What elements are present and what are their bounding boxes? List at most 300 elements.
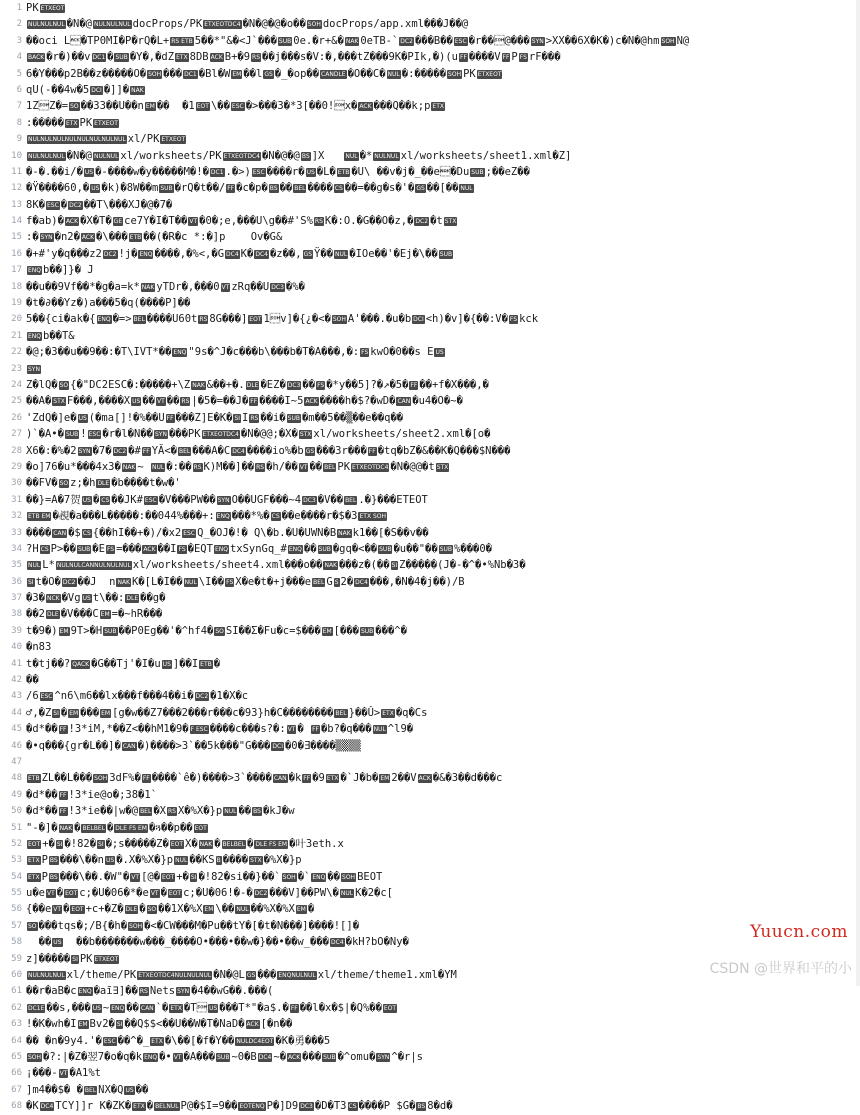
text-run: ��oci L�TP0MI�P�rQ�L+ [26, 34, 170, 47]
control-char-badge: RS ETB [171, 37, 193, 45]
control-char-badge: BS [253, 808, 261, 816]
control-char-badge: ENQ [173, 349, 187, 357]
text-run: 2��V [391, 772, 417, 785]
control-char-badge: BEL [140, 808, 152, 816]
text-run: �&�3��d���c [432, 772, 503, 785]
text-run: ���Z]E�K� [175, 411, 233, 424]
line-text [26, 934, 409, 950]
control-char-badge: ETXEOT [94, 955, 119, 963]
editor-line [0, 33, 860, 49]
control-char-badge: DC3 [300, 1103, 313, 1111]
text-run: � [63, 903, 70, 916]
control-char-badge: ENQNULNUL [278, 972, 316, 980]
text-run: ��e����r�$�3 [281, 510, 358, 523]
control-char-badge: CAN [53, 529, 67, 537]
text-run: �K�勇���5 [275, 1034, 331, 1047]
text-run: � [307, 903, 315, 916]
text-run: ��33��U��n [80, 100, 144, 113]
line-text [26, 836, 344, 852]
text-run: ��A� [26, 395, 52, 408]
control-char-badge: NULNULNUL [93, 21, 131, 29]
text-run: �%X�}p [263, 854, 302, 867]
control-char-badge: ACK [65, 218, 79, 226]
text-run: ��j���s�V:�,���tZ���9K�PIk,�)(u [262, 51, 458, 64]
line-number: 37 [11, 593, 22, 604]
control-char-badge: NULNUL [93, 152, 119, 160]
control-char-badge: US [84, 168, 94, 176]
text-run: )`�A•� [26, 428, 64, 441]
text-run: �T [183, 1001, 208, 1014]
control-char-badge: ENQ [111, 1004, 125, 1012]
text-run: � [74, 821, 81, 834]
text-run: �� [279, 182, 293, 195]
control-char-badge: FS [226, 578, 234, 586]
control-char-badge: NUL [345, 152, 358, 160]
text-run: ��i� [260, 411, 286, 424]
text-run: �*y��5]?�↗�5� [326, 378, 409, 391]
control-char-badge: EM [380, 775, 390, 783]
text-run: 8DB [189, 51, 209, 64]
text-run: �D�T3 [314, 1100, 347, 1113]
control-char-badge: BS [417, 1103, 426, 1111]
line-text [26, 246, 454, 262]
line-number: 62 [11, 1002, 22, 1013]
control-char-badge: FF [142, 775, 150, 783]
text-run: �• [159, 1051, 172, 1063]
control-char-badge: SUB [278, 37, 292, 45]
control-char-badge: SI [234, 414, 241, 422]
control-char-badge: GS [246, 972, 256, 980]
control-char-badge: SI [56, 840, 63, 848]
text-run: ]��I [172, 657, 199, 670]
line-text [26, 459, 450, 475]
text-run: txSynGq_# [229, 542, 287, 555]
line-text [26, 803, 295, 819]
text-run: xl/theme/theme1.xml�YM [317, 969, 457, 982]
text-run: ~� [273, 1051, 287, 1063]
control-char-badge: US [53, 939, 62, 947]
text-run: ���z�(�� [338, 559, 390, 572]
text-run: �� [26, 674, 39, 687]
text-run: �k [288, 772, 302, 785]
line-text [26, 229, 282, 245]
text-run: ~ [137, 460, 151, 473]
control-char-badge: ETX [28, 873, 40, 881]
text-run: � [247, 837, 254, 850]
line-number: 65 [11, 1052, 22, 1062]
text-run: +� [176, 870, 189, 883]
text-run: �`J�b� [340, 772, 379, 785]
line-text [26, 590, 165, 606]
text-run: ~0�B [231, 1051, 257, 1063]
line-text [26, 541, 492, 557]
control-char-badge: FF [303, 775, 311, 783]
text-run: �\��� [96, 231, 128, 244]
control-char-badge: SI [72, 955, 78, 963]
line-number: 17 [11, 265, 22, 276]
control-char-badge: NULNULNUL [28, 972, 65, 980]
control-char-badge: SO [28, 922, 37, 930]
control-char-badge: US [125, 1086, 134, 1094]
control-char-badge: VT [59, 1070, 68, 1078]
text-run: �%� [285, 280, 305, 293]
text-run: �� [238, 805, 252, 818]
text-run: ��%X�%X [250, 903, 295, 916]
text-run: `� [155, 1001, 169, 1014]
text-run: 8�d� [427, 1100, 453, 1113]
line-text [26, 721, 413, 737]
control-char-badge: BELBEL [222, 840, 246, 848]
vertical-scrollbar[interactable] [856, 0, 860, 986]
line-text [26, 967, 457, 983]
editor-line [0, 721, 860, 737]
text-run: �V���PW�� [158, 493, 216, 506]
line-number: 55 [11, 888, 22, 899]
line-text [26, 0, 66, 16]
control-char-badge: NULNULNULNULNULNULNULNUL [28, 136, 126, 144]
control-char-badge: FF [312, 726, 319, 734]
text-run: b��T& [43, 329, 75, 342]
control-char-badge: RS [181, 398, 190, 406]
text-run: =�~hR��� [111, 608, 163, 621]
text-run: ���^� [375, 624, 407, 637]
text-run: ��KS [189, 854, 215, 867]
editor-line [0, 426, 860, 442]
text-run: �� [166, 395, 180, 408]
editor-line [0, 836, 860, 852]
control-char-badge: S [334, 578, 339, 586]
line-text [26, 557, 526, 573]
text-run: ���tqs�;/B{�h� [38, 919, 128, 932]
control-char-badge: ETB EM [28, 513, 51, 521]
control-char-badge: SUB [379, 545, 392, 553]
line-number: 6 [16, 84, 22, 95]
line-text [26, 525, 429, 541]
line-text [26, 1049, 423, 1065]
line-number: 3 [16, 35, 22, 46]
control-char-badge: VT [189, 218, 198, 226]
control-char-badge: CS [334, 185, 343, 193]
line-text [26, 1082, 148, 1098]
text-run: �X [153, 805, 166, 818]
text-run: ! [80, 428, 87, 441]
text-run: ����V [468, 51, 501, 64]
control-char-badge: NULNULCANNULNULNUL [56, 562, 131, 570]
control-char-badge: ETB [200, 660, 212, 668]
line-text [26, 672, 39, 688]
text-run: :� [26, 231, 39, 244]
editor-line [0, 459, 860, 475]
control-char-badge: GS [305, 447, 315, 455]
text-run: �EZ� [260, 378, 286, 391]
editor-line [0, 787, 860, 803]
control-char-badge: SYN [154, 431, 167, 439]
control-char-badge: FF [502, 54, 510, 62]
editor-line [0, 164, 860, 180]
text-run: � [160, 887, 167, 900]
control-char-badge: ENQ [144, 1054, 158, 1061]
control-char-badge: SOH [342, 873, 356, 881]
line-text [26, 410, 403, 426]
control-char-badge: BEL [84, 1086, 97, 1094]
text-run: 0eTB-` [360, 34, 399, 47]
control-char-badge: BS [49, 857, 58, 865]
line-number: 53 [11, 855, 22, 866]
control-char-badge: SYN [40, 234, 53, 242]
text-run: ZL��L��� [41, 772, 93, 785]
control-char-badge: BEL [345, 496, 357, 504]
text-run: � [297, 723, 311, 736]
text-run: �� �1 [156, 100, 195, 113]
control-char-badge: ENQ [139, 250, 153, 258]
text-run: BEOT [357, 870, 383, 883]
text-run: �9 [312, 772, 325, 785]
line-text [26, 1000, 398, 1016]
editor-line [0, 754, 860, 770]
text-run: ��� [302, 1051, 322, 1063]
control-char-badge: ENQ [28, 332, 42, 340]
text-run: xl/theme/PK [66, 969, 137, 982]
text-run: [�n�� [260, 1018, 293, 1031]
line-text [26, 164, 530, 180]
text-run: �3� [26, 592, 45, 605]
text-run: 6�Y���p2B��z�����O� [26, 67, 147, 80]
text-run: Z�lQ� [26, 378, 58, 391]
control-char-badge: ESC [103, 1037, 116, 1045]
line-number: 22 [11, 347, 22, 358]
text-run: 8G���] [209, 313, 248, 326]
line-number: 63 [11, 1019, 22, 1030]
text-run: 2� [340, 575, 354, 588]
control-char-badge: SUB [104, 627, 117, 635]
text-run: X� [185, 837, 198, 850]
control-char-badge: NULNULNUL [28, 21, 65, 29]
control-char-badge: ENQ [97, 316, 111, 324]
control-char-badge: SOH [282, 873, 296, 881]
control-char-badge: ETX [382, 709, 394, 717]
text-run: O��UGF���~4 [231, 493, 302, 506]
line-number: 67 [11, 1084, 22, 1095]
text-run: � [214, 837, 221, 850]
editor-line [0, 1000, 860, 1016]
line-number: 34 [11, 543, 22, 554]
control-char-badge: VT [131, 873, 140, 881]
control-char-badge: ENQ [214, 545, 228, 553]
text-run: � [60, 706, 68, 719]
text-run: �r��@��� [468, 34, 530, 47]
control-char-badge: DC2 [400, 37, 413, 45]
text-run: �* [359, 149, 373, 162]
line-number: 40 [11, 642, 22, 653]
editor-line [0, 557, 860, 573]
text-run: ��1X�%X [158, 903, 203, 916]
editor-line [0, 148, 860, 164]
control-char-badge: ACK [418, 775, 431, 783]
control-char-badge: SUB [318, 545, 331, 553]
text-run: ��(�R�c *:�]p Ov�G& [143, 231, 283, 244]
line-number: 61 [11, 986, 22, 997]
text-run: docProps/PK [132, 18, 203, 31]
control-char-badge: CANDLE [321, 70, 346, 78]
control-char-badge: ETXEOT [40, 5, 65, 12]
control-char-badge: FS [519, 54, 527, 62]
line-text [26, 148, 571, 164]
control-char-badge: ENQ [312, 873, 326, 881]
control-char-badge: ETX [176, 54, 188, 62]
text-run: qU(-��4w�5 [26, 83, 90, 96]
text-run: �gq�<�� [332, 542, 378, 555]
line-text [26, 443, 510, 459]
editor-line [0, 279, 860, 295]
control-char-badge: ACK [210, 54, 223, 62]
control-char-badge: ESC [252, 168, 265, 176]
text-run: t�O� [35, 575, 61, 588]
control-char-badge: ACK [143, 545, 156, 553]
text-run: �d*�� [26, 723, 58, 736]
text-run: F���,����X [66, 395, 131, 408]
text-run: f�ab)� [26, 215, 64, 228]
control-char-badge: SOH [94, 775, 108, 783]
text-run: ���Q��k;p [373, 100, 431, 113]
control-char-badge: BS [301, 152, 310, 160]
line-text [26, 115, 120, 131]
text-run: �kJ�w [262, 805, 295, 818]
text-run: (�ma[]!�%��U [88, 411, 165, 424]
text-run: ¡���- [26, 1067, 58, 1080]
control-char-badge: DC4 [355, 578, 368, 586]
text-run: �� [303, 542, 317, 555]
text-run: ���T*"�a$.� [219, 1001, 289, 1014]
text-run: ���3r��� [316, 444, 367, 457]
text-run: Q_�OJ�!� Q\�b.�U�UWN�B [197, 526, 337, 539]
control-char-badge: FF [166, 414, 174, 422]
line-text [26, 295, 190, 311]
control-char-badge: SI [190, 873, 197, 881]
control-char-badge: ETB [337, 168, 350, 176]
text-run: �G��Tj'�I�u [91, 657, 161, 670]
editor-line [0, 246, 860, 262]
control-char-badge: FF [410, 381, 418, 389]
text-run: xl/worksheets/sheet2.xml�[o� [313, 428, 504, 441]
control-char-badge: DLE [46, 611, 59, 619]
control-char-badge: EOT [249, 316, 262, 324]
text-run: �EQT [187, 542, 213, 555]
control-char-badge: ACK [359, 103, 372, 111]
text-run: [g�w��Z7���2���r���c�93}h�C�������� [112, 706, 334, 719]
text-run: �7� [92, 444, 112, 457]
text-run: PK [337, 460, 351, 473]
control-char-badge: DLE [126, 595, 139, 603]
text-run: ��� [257, 969, 277, 982]
text-run: � [60, 198, 68, 211]
text-run: ����U60t [146, 313, 198, 326]
line-number: 56 [11, 904, 22, 915]
control-char-badge: US [78, 414, 87, 422]
control-char-badge: SUB [287, 414, 300, 422]
text-run: �t [430, 215, 443, 228]
editor-line [0, 410, 860, 426]
text-run: SI��Σ�Fu�c=$��� [225, 624, 321, 637]
control-char-badge: SO [59, 381, 69, 389]
editor-line [0, 1033, 860, 1049]
text-run: P>�� [50, 542, 76, 555]
line-number: 31 [11, 494, 22, 505]
control-char-badge: SOH [28, 1054, 42, 1061]
control-char-badge: VT [173, 1054, 182, 1061]
control-char-badge: US [91, 185, 100, 193]
text-run: .�>) [225, 165, 251, 178]
text-run: PK [79, 952, 93, 965]
text-run: �aĩ∃]�� [93, 985, 138, 998]
control-char-badge: ESC [454, 37, 467, 45]
control-char-badge: DLE FS EM [255, 840, 288, 848]
text-run: �X�T� [80, 215, 112, 228]
editor-line [0, 541, 860, 557]
text-run: �•q���{gr�L��]� [26, 739, 121, 752]
text-run: �Bl�W [198, 67, 231, 80]
editor-line [0, 983, 860, 999]
line-number: 27 [11, 429, 22, 440]
control-char-badge: SYN [217, 496, 230, 504]
control-char-badge: DLE [125, 906, 138, 914]
control-char-badge: ETXEOTDC4NULNULNUL [138, 972, 212, 980]
text-run: B+�9 [224, 51, 251, 64]
text-run: �n2� [54, 231, 80, 244]
text-run: ���� [26, 526, 52, 539]
text-run: �b����t�w�' [111, 477, 181, 490]
control-char-badge: US [162, 660, 171, 668]
control-char-badge: EM [296, 906, 306, 914]
control-char-badge: ESC [231, 103, 244, 111]
text-run: ��J n [77, 575, 116, 588]
text-run: 0e.�r+&� [293, 34, 344, 47]
text-run: K�[L�I�� [131, 575, 183, 588]
line-text [26, 918, 359, 934]
control-char-badge: F ESC [190, 726, 208, 734]
text-run: �=> [112, 313, 132, 326]
line-number: 51 [11, 822, 22, 833]
control-char-badge: NULNULNUL [28, 152, 65, 160]
control-char-badge: DC2 [415, 218, 429, 226]
text-run: �:����� [401, 67, 447, 80]
text-run: k1��[�S��v�� [352, 526, 429, 539]
text-run: !3*ie@o�;38�1` [68, 788, 158, 801]
editor-line [0, 1016, 860, 1032]
control-char-badge: CAN [140, 1004, 154, 1012]
text-run: 1ZZ�= [26, 100, 69, 113]
line-text [26, 82, 146, 98]
control-char-badge: NAK [122, 463, 136, 471]
editor-line [0, 361, 860, 377]
editor-line [0, 688, 860, 704]
control-char-badge: SUB [217, 1054, 230, 1061]
text-run: ��I [157, 542, 177, 555]
control-char-badge: BEL [179, 447, 191, 455]
text-run: ���\��.�W"� [59, 870, 130, 883]
control-char-badge: VT [150, 890, 159, 898]
control-char-badge: ETX SOH [359, 513, 387, 521]
text-run: yTDr�,���0 [156, 280, 220, 293]
line-number: 50 [11, 806, 22, 817]
control-char-badge: BEL [294, 185, 306, 193]
line-number: 35 [11, 560, 22, 571]
text-run: docProps/app.xml���J��@ [322, 18, 469, 31]
text-run: ;��eZ�� [485, 165, 530, 178]
control-char-badge: ETXEOTDC4 [223, 152, 260, 160]
editor-line [0, 1065, 860, 1081]
control-char-badge: FS [106, 545, 115, 553]
line-text [26, 197, 172, 213]
